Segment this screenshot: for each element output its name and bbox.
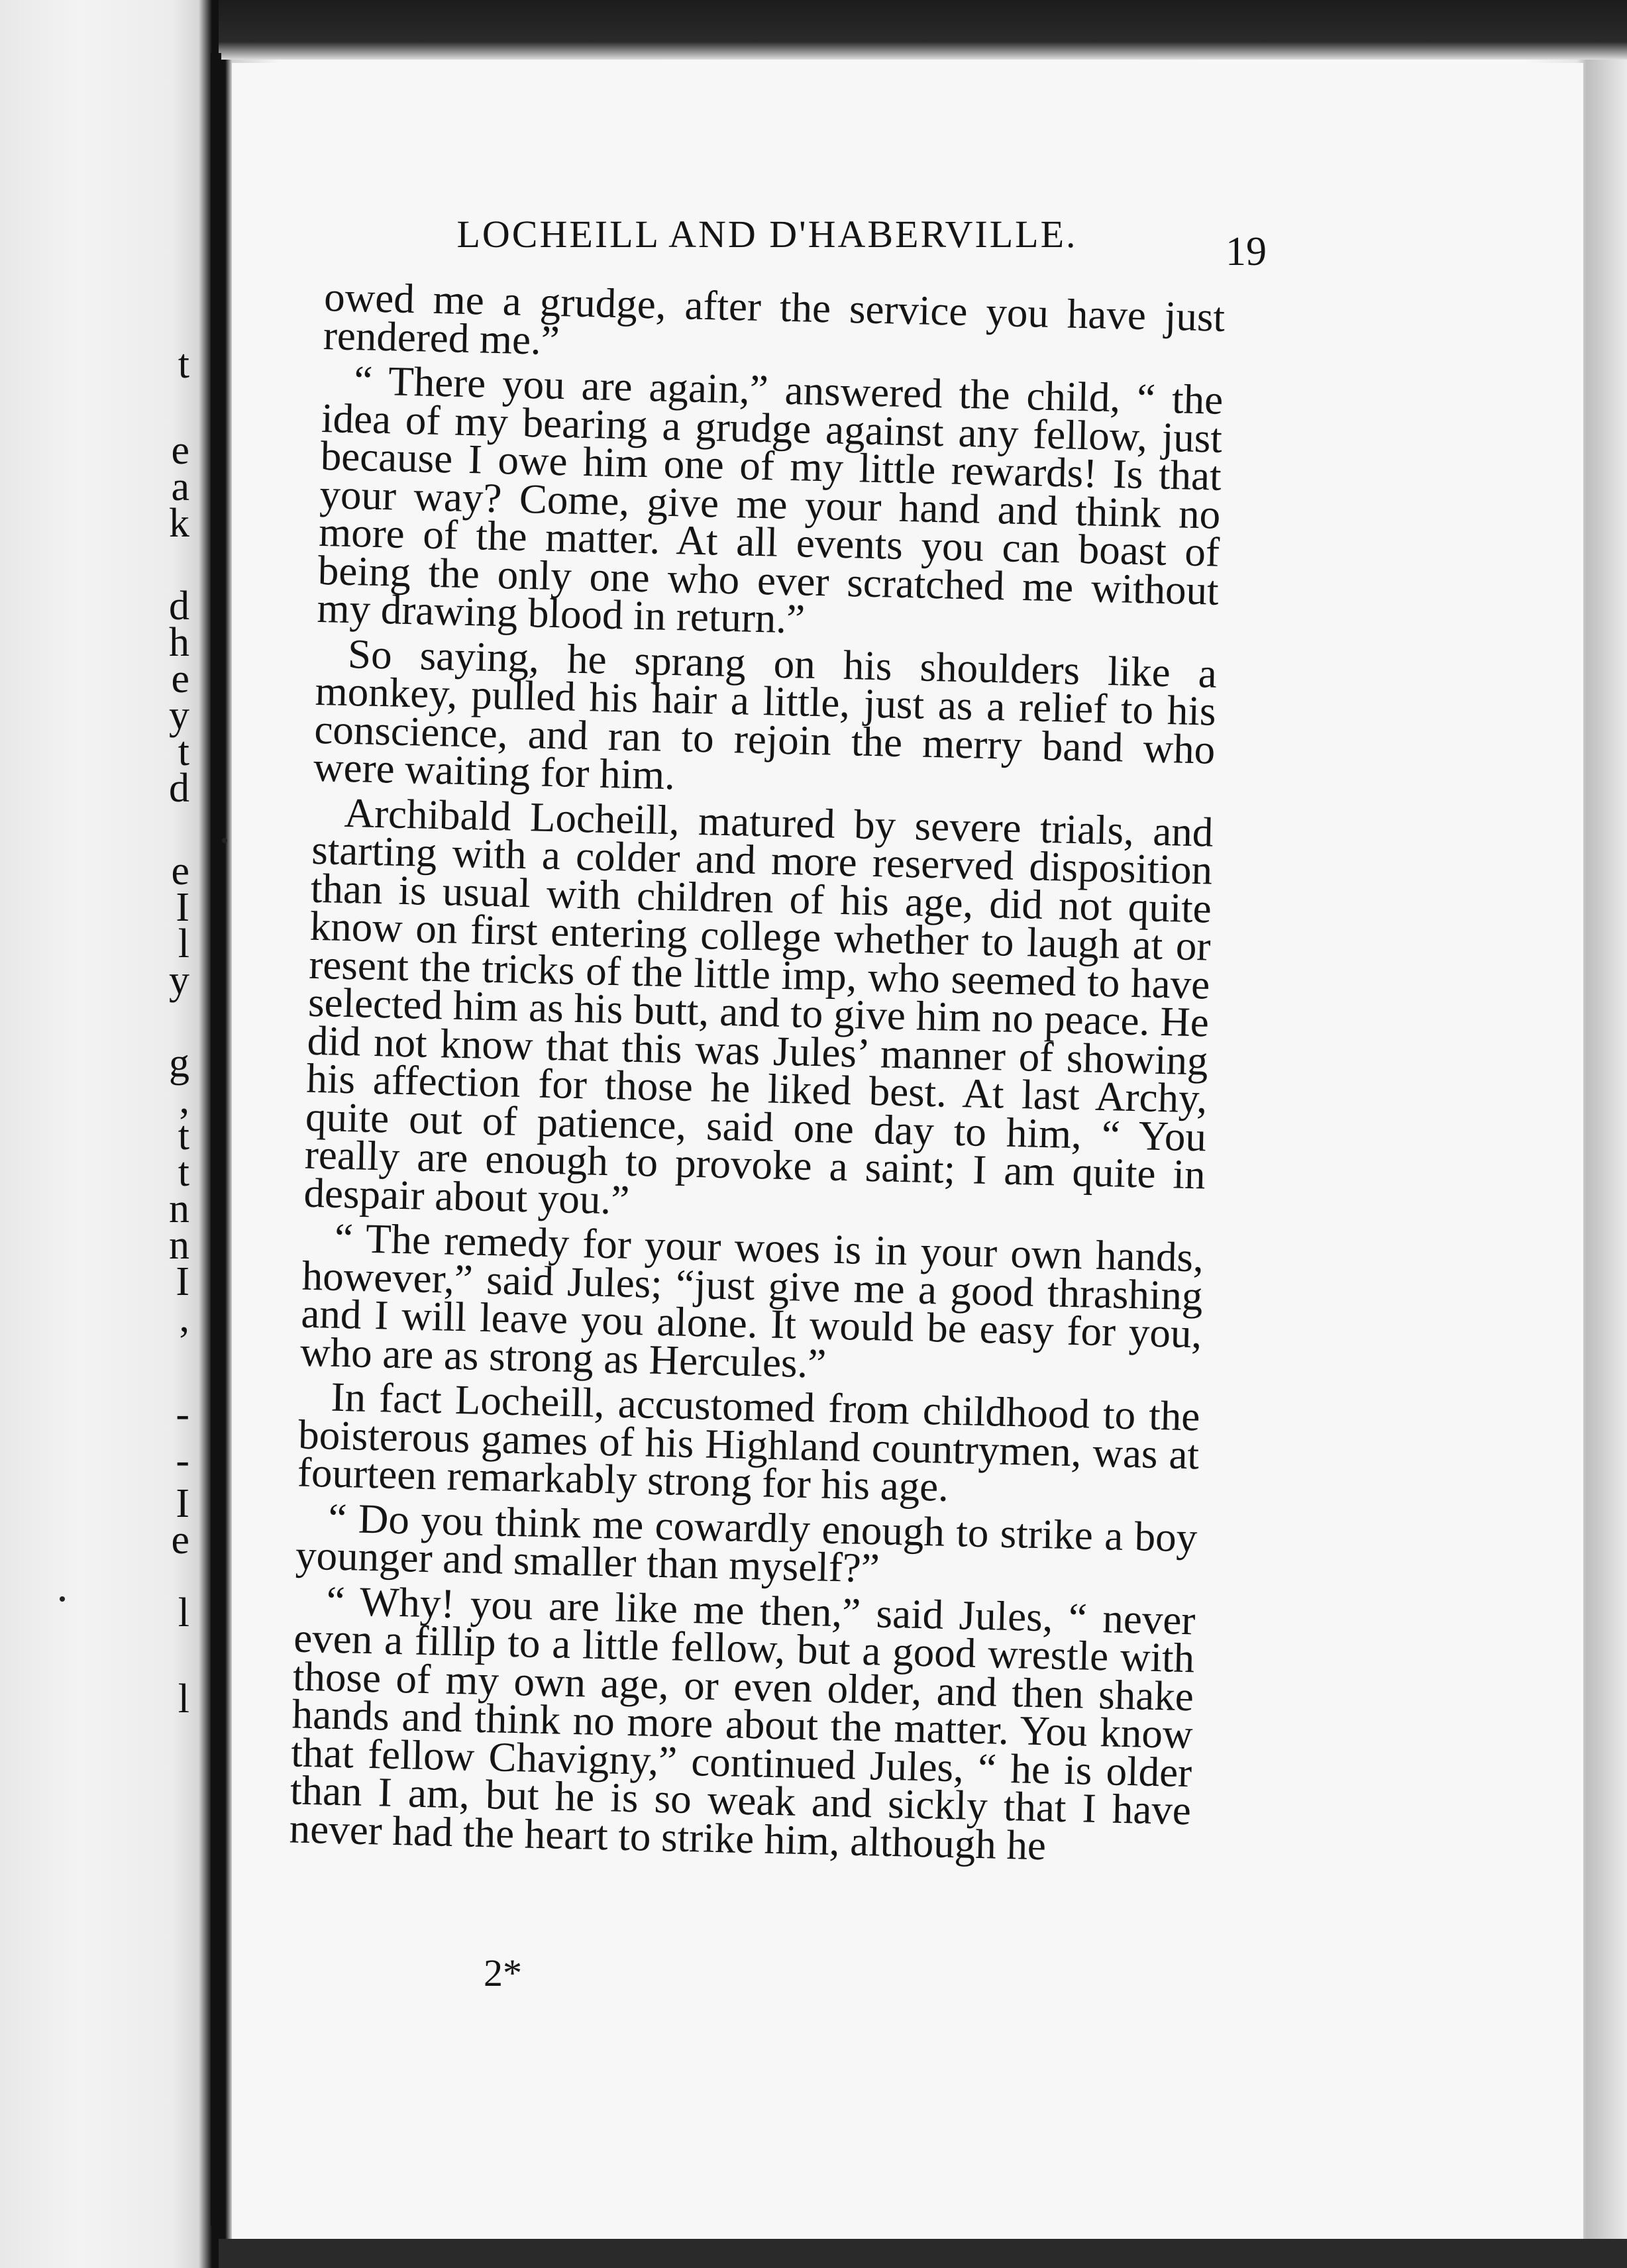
facing-page-fragment: e xyxy=(171,428,189,473)
body-text xyxy=(289,274,1226,1869)
facing-page-fragment: t xyxy=(178,342,189,387)
paragraph: owed me a grudge, after the service you have just rendered me.” xyxy=(323,274,1226,364)
facing-page-edge xyxy=(0,40,199,2159)
facing-page-fragment: I xyxy=(176,1259,189,1304)
facing-page-fragment: - xyxy=(176,1392,189,1437)
facing-page-fragment: t xyxy=(178,1150,189,1195)
facing-page-fragment: l xyxy=(178,921,189,966)
scan-speck xyxy=(60,1596,65,1602)
facing-page-fragment: n xyxy=(169,1223,189,1268)
paragraph: In fact Locheill, accustomed from childhood to the boisterous games of his Highland countrymen, was at fourteen remarkably strong for his age. xyxy=(297,1373,1201,1510)
facing-page-fragment: d xyxy=(169,584,189,629)
facing-page-fragment: e xyxy=(171,1518,189,1563)
signature-mark: 2* xyxy=(484,1951,522,1994)
facing-page-fragment: y xyxy=(169,958,189,1003)
paragraph: “ Why! you are like me then,” said Jules, “ never even a fillip to a little fellow, but a good wrestle with those of my own age, or even older, and then shake hands and think no more about the matter. You know that fellow Chavigny,” continued Jules, “ he is older than I am, but he is so weak and sickly that I have never had the heart to strike him, although he xyxy=(289,1577,1196,1869)
facing-page-fragment: l xyxy=(178,1676,189,1722)
page-number: 19 xyxy=(1226,229,1267,274)
facing-page-fragment: e xyxy=(171,656,189,701)
facing-page-fragment: , xyxy=(179,1296,189,1341)
facing-page-fragment: I xyxy=(176,885,189,930)
running-head: LOCHEILL AND D'HABERVILLE. xyxy=(456,213,1078,256)
paragraph: So saying, he sprang on his shoulders like a monkey, pulled his hair a little, just as a relief to his conscience, and ran to rejoin the merry band who were waiting for him. xyxy=(313,630,1218,799)
scan-speck xyxy=(222,838,227,843)
binding-gutter xyxy=(211,53,221,2226)
facing-page-fragment: n xyxy=(169,1186,189,1231)
facing-page-fragment: a xyxy=(171,464,189,509)
facing-page-fragment: t xyxy=(178,729,189,774)
facing-page-fragment: I xyxy=(176,1481,189,1526)
facing-page-fragment: h xyxy=(169,620,189,665)
facing-page-fragment: k xyxy=(169,501,189,546)
scan-top-edge xyxy=(219,0,1627,60)
facing-page-fragment: - xyxy=(176,1438,189,1483)
facing-page-fragment: d xyxy=(169,766,189,811)
paragraph: “ The remedy for your woes is in your own hands, however,” said Jules; “just give me a good thrashing and I will leave you alone. It would be easy for you, who are as strong as Hercules.” xyxy=(299,1214,1204,1387)
paragraph: Archibald Locheill, matured by severe trials, and starting with a colder and more reserved disposition than is usual with children of his age, did not quite know on first entering college whether to laugh at or resent the tricks of the little imp, who seemed to have selected him as his butt, and to give him no peace. He did not know that this was Jules’ manner of showing his affection for those he liked best. At last Archy, quite out of patience, said one day to him, “ You really are enough to provoke a saint; I am quite in despair about you.” xyxy=(303,789,1214,1223)
paragraph: “ Do you think me cowardly enough to strike a boy younger and smaller than myself?” xyxy=(295,1494,1198,1592)
facing-page-fragment: g xyxy=(169,1041,189,1086)
facing-page-fragment: e xyxy=(171,849,189,894)
facing-page-fragment: t xyxy=(178,1113,189,1159)
facing-page-fragment: , xyxy=(179,1077,189,1122)
scan-bottom-edge xyxy=(219,2239,1627,2268)
facing-page-fragment: y xyxy=(169,693,189,738)
paragraph: “ There you are again,” answered the child, “ the idea of my bearing a grudge against any fellow, just because I owe him one of my little rewards! Is that your way? Come, give me your hand and think no more of the matter. At all events you can boast of being the only one who ever scratched me without my drawing blood in return.” xyxy=(316,357,1224,643)
facing-page-fragment: l xyxy=(178,1590,189,1635)
